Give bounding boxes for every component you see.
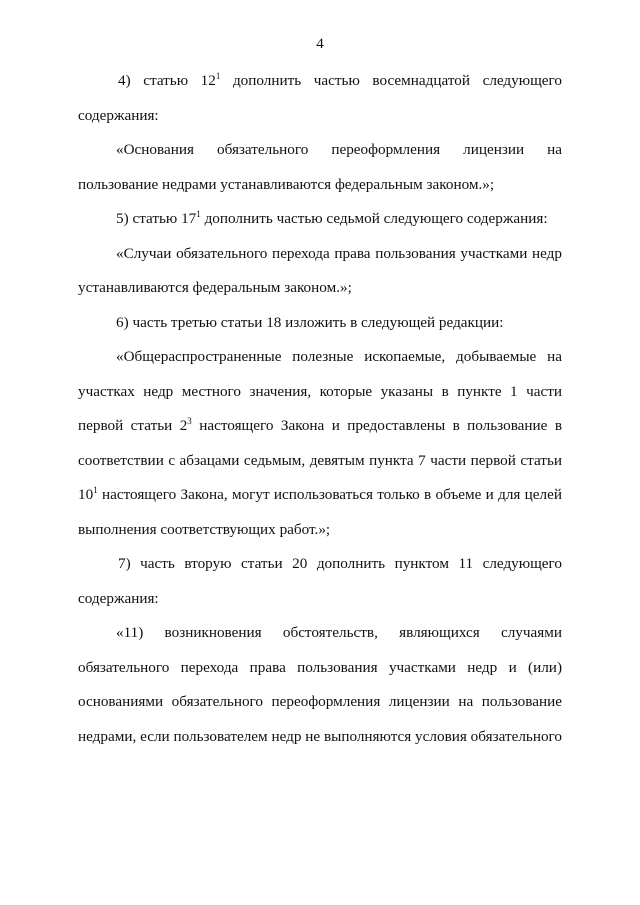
text-line: [78, 64, 562, 99]
text-span: дополнить частью седьмой следующего содержания:: [200, 210, 548, 227]
text-line: соответствии с абзацами седьмым, девятым пункта 7 части первой статьи: [78, 451, 562, 469]
text-line: [78, 478, 562, 513]
text-line: «Случаи обязательного перехода права пользования участками недр: [116, 244, 562, 262]
paragraph-item-6: [78, 306, 562, 341]
text-span: 10: [78, 486, 94, 503]
text-line: содержания:: [78, 589, 159, 607]
text-line: устанавливаются федеральным законом.»;: [78, 279, 352, 296]
paragraph-item-5: [78, 202, 562, 237]
superscript: 3: [187, 416, 192, 426]
text-line: «Общераспространенные полезные ископаемые, добываемые на: [116, 348, 562, 365]
text-line: участках недр местного значения, которые указаны в пункте 1 части: [78, 382, 562, 400]
paragraph-quote-4: [78, 616, 562, 754]
paragraph-quote-1: [78, 133, 562, 202]
document-body: [78, 64, 562, 754]
text-span: 4) статью 12: [118, 72, 216, 89]
text-span: настоящего Закона, могут использоваться только в объеме и для целей: [97, 486, 562, 503]
paragraph-quote-2: [78, 237, 562, 306]
text-line: 7) часть вторую статьи 20 дополнить пунктом 11 следующего: [118, 555, 562, 572]
superscript: 1: [196, 209, 201, 219]
superscript: 1: [215, 71, 221, 81]
text-line: 6) часть третью статьи 18 изложить в следующей редакции:: [116, 313, 504, 331]
paragraph-item-4: [78, 64, 562, 133]
text-span: настоящего Закона и предоставлены в пользование в: [191, 417, 562, 434]
text-line: «11) возникновения обстоятельств, являющихся случаями: [116, 624, 562, 641]
paragraph-item-7: [78, 547, 562, 616]
page-number: 4: [316, 36, 324, 52]
text-span: первой статьи 2: [78, 417, 188, 434]
text-line: [78, 202, 562, 237]
text-line: выполнения соответствующих работ.»;: [78, 520, 331, 538]
text-span: 5) статью 17: [116, 210, 197, 227]
text-span: дополнить частью восемнадцатой следующего: [220, 72, 562, 89]
text-line: пользование недрами устанавливаются федеральным законом.»;: [78, 175, 495, 193]
text-line: обязательного перехода права пользования участками недр и (или): [78, 658, 562, 676]
text-line: «Основания обязательного переоформления лицензии на: [116, 141, 562, 158]
text-line: содержания:: [78, 106, 159, 124]
paragraph-quote-3: [78, 340, 562, 547]
text-line: недрами, если пользователем недр не выполняются условия обязательного: [78, 727, 562, 745]
text-line: основаниями обязательного переоформления лицензии на пользование: [78, 693, 562, 710]
superscript: 1: [93, 485, 98, 495]
text-line: [78, 409, 562, 444]
